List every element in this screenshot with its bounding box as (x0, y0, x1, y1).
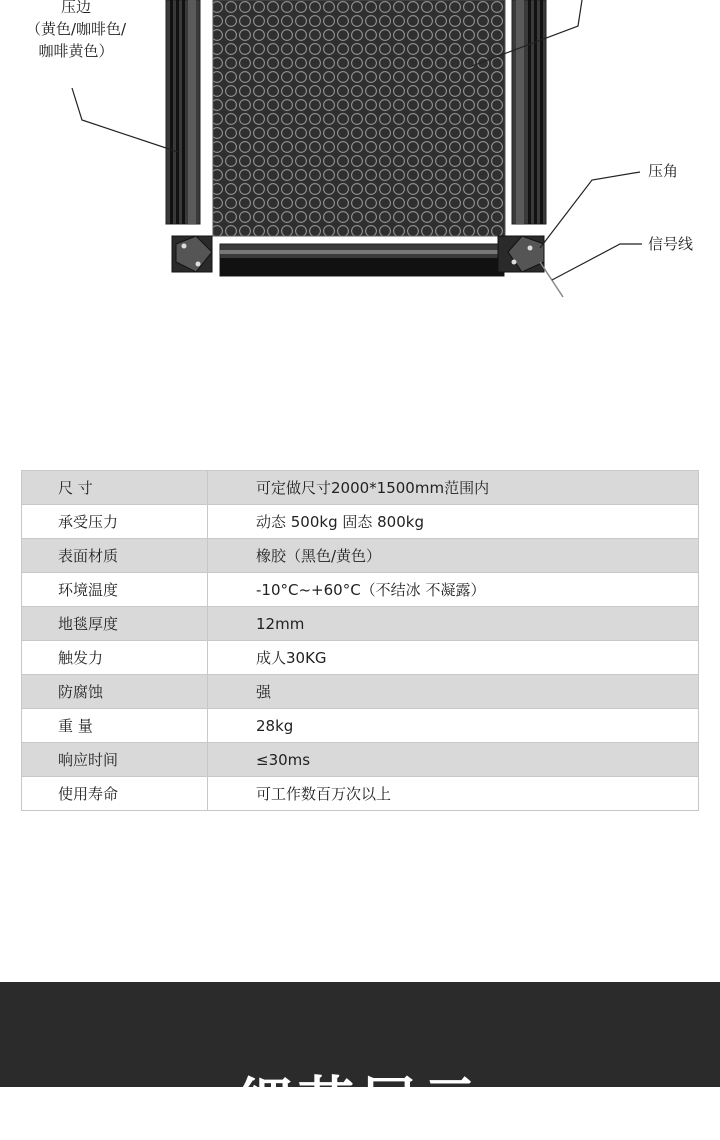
spec-key: 表面材质 (22, 539, 208, 573)
table-row (22, 743, 699, 777)
spec-value: -10°C~+60°C（不结冰 不凝露） (208, 573, 699, 607)
table-row (22, 641, 699, 675)
left-edge-strip (166, 0, 200, 224)
signal-wire-label: 信号线 (648, 235, 694, 253)
spec-key: 防腐蚀 (22, 675, 208, 709)
spec-value: 成人30KG (208, 641, 699, 675)
table-row (22, 471, 699, 505)
rubber-mat-surface (213, 0, 505, 236)
signal-leader-line (552, 244, 642, 280)
spec-value: 动态 500kg 固态 800kg (208, 505, 699, 539)
table-row (22, 607, 699, 641)
edge-colors-line1: （黄色/咖啡色/ (25, 20, 127, 38)
spec-value: 可定做尺寸2000*1500mm范围内 (208, 471, 699, 505)
signal-wire (540, 262, 563, 297)
edge-colors-line2: 咖啡黄色） (38, 42, 114, 60)
spec-key: 使用寿命 (22, 777, 208, 811)
spec-value: 28kg (208, 709, 699, 743)
spec-key: 地毯厚度 (22, 607, 208, 641)
corner-label: 压角 (648, 162, 679, 180)
spec-value: ≤30ms (208, 743, 699, 777)
spec-value: 可工作数百万次以上 (208, 777, 699, 811)
bottom-edge-strip (220, 244, 504, 276)
edge-label-block (6, 0, 146, 62)
table-row (22, 709, 699, 743)
section-title: 细节展示 (236, 1072, 484, 1137)
table-row (22, 573, 699, 607)
right-edge-strip (512, 0, 546, 224)
left-corner-piece (172, 236, 212, 272)
detail-section-banner (0, 982, 720, 1137)
product-diagram (0, 0, 720, 310)
spec-key: 环境温度 (22, 573, 208, 607)
spec-key: 重 量 (22, 709, 208, 743)
corner-leader-line (540, 172, 640, 248)
spec-value: 强 (208, 675, 699, 709)
spec-table (21, 470, 699, 811)
right-corner-piece (498, 236, 544, 272)
spec-key: 承受压力 (22, 505, 208, 539)
edge-label: 压边 (60, 0, 91, 16)
spec-value: 12mm (208, 607, 699, 641)
table-row (22, 777, 699, 811)
table-row (22, 539, 699, 573)
spec-key: 响应时间 (22, 743, 208, 777)
table-row (22, 675, 699, 709)
edge-leader-line (72, 88, 178, 152)
table-row (22, 505, 699, 539)
spec-key: 触发力 (22, 641, 208, 675)
spec-value: 橡胶（黑色/黄色） (208, 539, 699, 573)
spec-key: 尺 寸 (22, 471, 208, 505)
